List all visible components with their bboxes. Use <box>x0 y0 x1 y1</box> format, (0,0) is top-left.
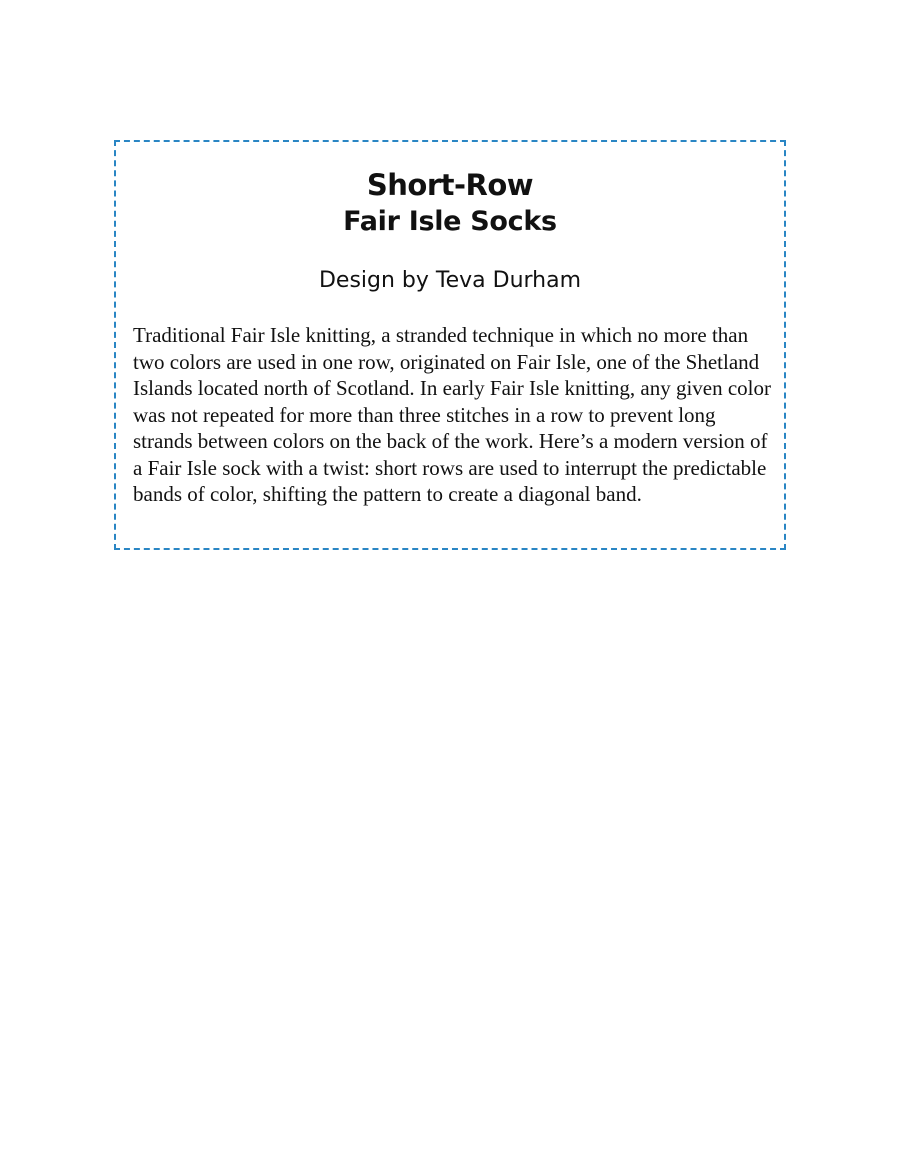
intro-card <box>114 140 786 550</box>
description-paragraph: Traditional Fair Isle knitting, a stranded technique in which no more than two colors are used in one row, originated on Fair Isle, one of the Shetland Islands located north of Scotland. In early Fair Isle knitting, any given color was not repeated for more than three stitches in a row to prevent long strands between colors on the back of the work. Here’s a modern version of a Fair Isle sock with a twist: short rows are used to interrupt the predictable bands of color, shifting the pattern to create a diagonal band. <box>133 323 772 506</box>
title-line-2: Fair Isle Socks <box>343 206 557 237</box>
title-line-1: Short-Row <box>366 168 534 202</box>
page-title <box>116 166 784 240</box>
designer-byline: Design by Teva Durham <box>318 268 582 293</box>
